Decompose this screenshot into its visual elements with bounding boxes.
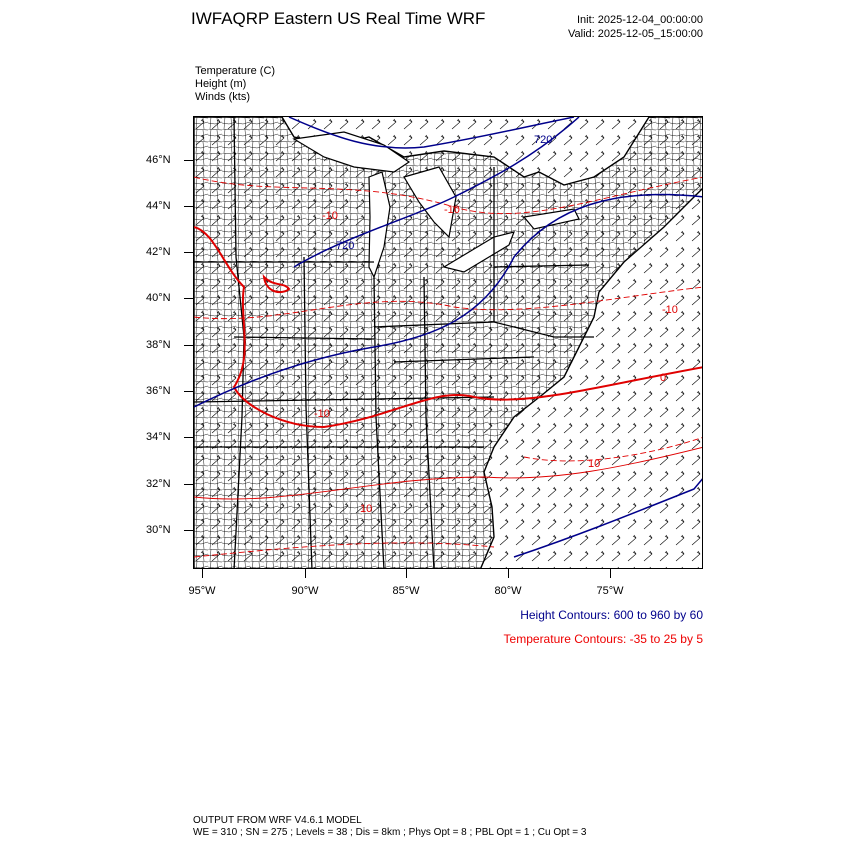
valid-time: Valid: 2025-12-05_15:00:00 — [568, 28, 703, 40]
lon-label: 90°W — [291, 585, 319, 597]
lon-label: 80°W — [494, 585, 522, 597]
lat-label: 38°N — [146, 339, 171, 351]
height-label: 720 — [534, 134, 553, 146]
lon-tick — [610, 569, 611, 578]
temperature-label: 10 — [360, 503, 373, 515]
run-times — [568, 13, 703, 41]
temperature-label: -10 — [444, 204, 460, 216]
temperature-label: -10 — [314, 408, 330, 420]
lat-label: 32°N — [146, 478, 171, 490]
lon-label: 75°W — [596, 585, 624, 597]
lat-tick — [184, 345, 193, 346]
lat-tick — [184, 530, 193, 531]
map-title: IWFAQRP Eastern US Real Time WRF — [191, 9, 486, 28]
lat-label: 30°N — [146, 524, 171, 536]
lon-tick — [508, 569, 509, 578]
lon-tick — [406, 569, 407, 578]
field-height: Height (m) — [195, 78, 247, 90]
init-time: Init: 2025-12-04_00:00:00 — [577, 14, 703, 26]
lon-label: 95°W — [188, 585, 216, 597]
height-legend: Height Contours: 600 to 960 by 60 — [520, 608, 703, 622]
model-version: OUTPUT FROM WRF V4.6.1 MODEL — [193, 815, 362, 826]
field-list — [195, 65, 275, 104]
lat-tick — [184, 206, 193, 207]
temperature-legend: Temperature Contours: -35 to 25 by 5 — [503, 632, 703, 646]
temperature-label: -10 — [322, 210, 338, 222]
weather-map — [193, 116, 703, 569]
lat-label: 34°N — [146, 431, 171, 443]
lat-tick — [184, 160, 193, 161]
lat-tick — [184, 484, 193, 485]
lat-tick — [184, 298, 193, 299]
lat-tick — [184, 252, 193, 253]
field-temperature: Temperature (C) — [195, 65, 276, 77]
lat-tick — [184, 391, 193, 392]
lat-label: 36°N — [146, 385, 171, 397]
temperature-label: -10 — [662, 304, 678, 316]
lat-label: 46°N — [146, 154, 171, 166]
map-canvas — [194, 117, 703, 569]
lat-tick — [184, 437, 193, 438]
lon-tick — [202, 569, 203, 578]
lat-label: 42°N — [146, 246, 171, 258]
temperature-label: 10 — [588, 458, 601, 470]
height-label: 720 — [336, 240, 355, 252]
lat-label: 44°N — [146, 200, 171, 212]
lon-label: 85°W — [392, 585, 420, 597]
lat-label: 40°N — [146, 292, 171, 304]
model-settings: WE = 310 ; SN = 275 ; Levels = 38 ; Dis = 8km ; Phys Opt = 8 ; PBL Opt = 1 ; Cu Opt = 3 — [193, 827, 587, 838]
field-winds: Winds (kts) — [195, 91, 250, 103]
temperature-label: 0 — [660, 372, 667, 384]
model-info — [193, 815, 586, 839]
lon-tick — [305, 569, 306, 578]
